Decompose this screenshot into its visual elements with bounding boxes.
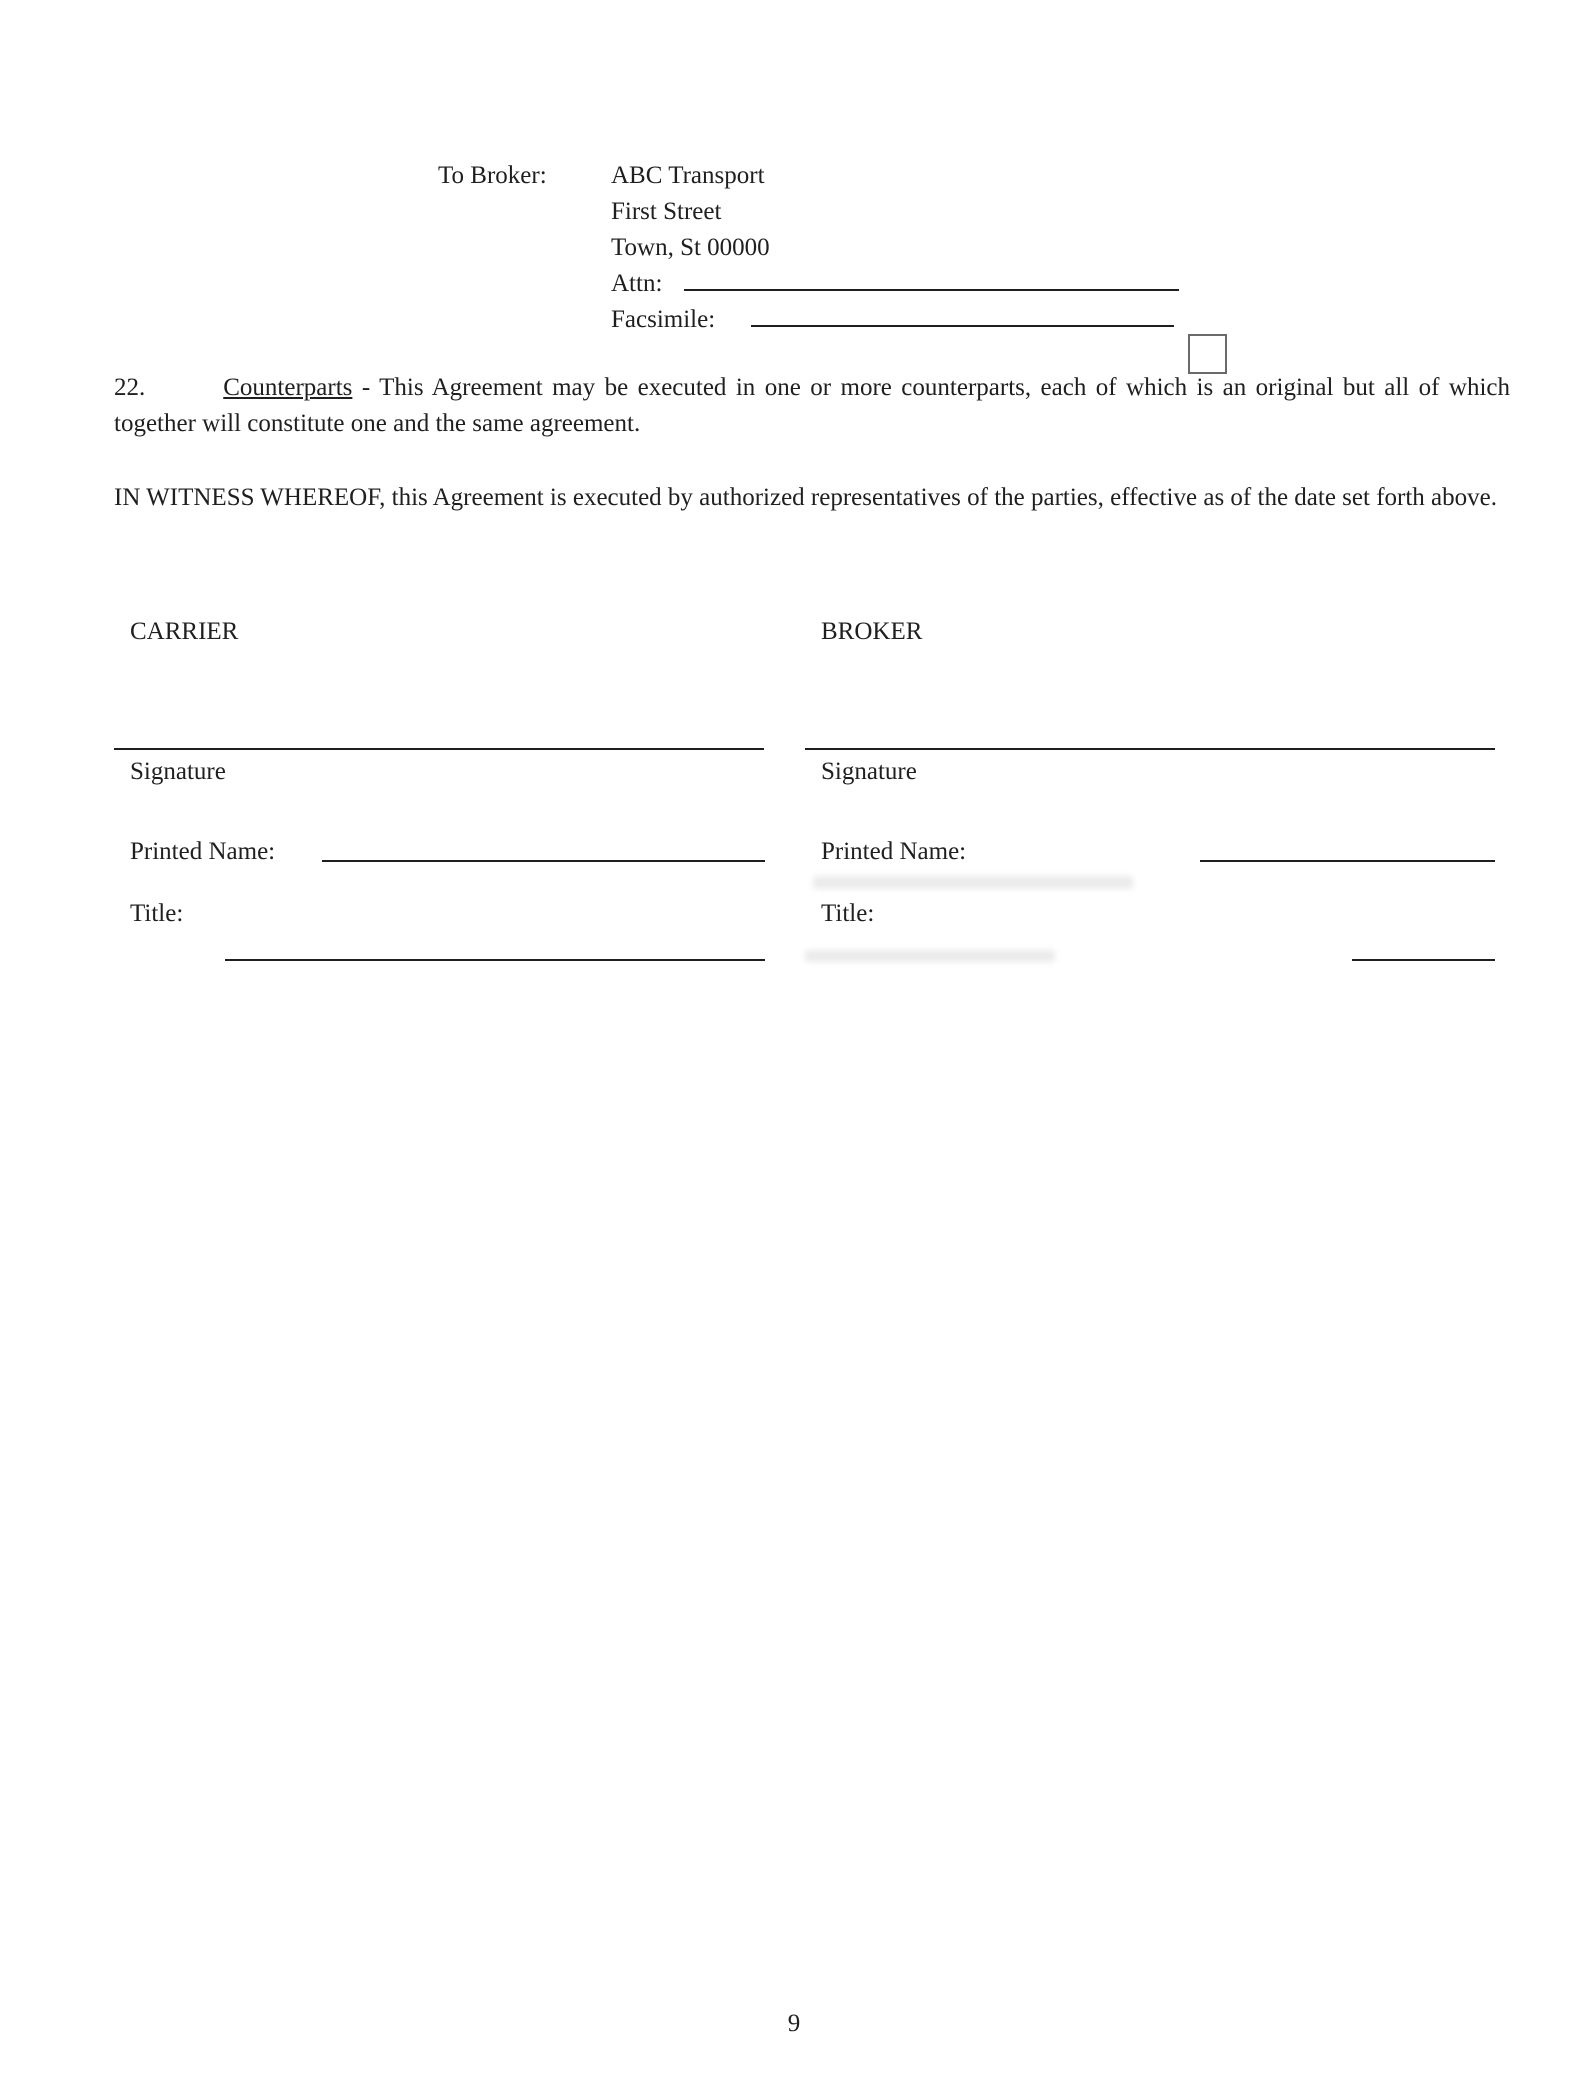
carrier-printed-name-label: Printed Name:: [130, 838, 276, 865]
attn-label: Attn:: [611, 270, 663, 297]
to-broker-label: To Broker:: [438, 162, 547, 189]
scan-artifact: [805, 950, 1055, 962]
section-body-text: - This Agreement may be executed in one or more counterparts, each of which is an original but all of which together will constitute one and the same agreement.: [114, 374, 1510, 437]
address-line: Town, St 00000: [611, 234, 770, 261]
carrier-signature-label: Signature: [130, 758, 226, 785]
carrier-signature-block: [114, 748, 764, 988]
broker-title-label: Title:: [821, 900, 875, 927]
carrier-printed-name-blank-line: [322, 860, 765, 862]
witness-paragraph: IN WITNESS WHEREOF, this Agreement is executed by authorized representatives of the parties, effective as of the date set forth above.: [114, 484, 1497, 511]
attn-blank-line: [684, 267, 1179, 291]
section-heading: Counterparts: [223, 374, 353, 401]
square-box-artifact: [1188, 334, 1227, 374]
section-22-paragraph: [114, 370, 1510, 442]
broker-printed-name-label: Printed Name:: [821, 838, 967, 865]
page-number: 9: [787, 2010, 801, 2037]
broker-printed-name-blank-line: [1200, 860, 1495, 862]
address-line: First Street: [611, 198, 722, 225]
broker-signature-line: [805, 748, 1495, 750]
facsimile-label: Facsimile:: [611, 306, 716, 333]
broker-address-block: [611, 158, 1179, 338]
address-line: ABC Transport: [611, 162, 765, 189]
facsimile-blank-line: [751, 303, 1174, 327]
carrier-title-label: Title:: [130, 900, 184, 927]
attn-row: [611, 266, 1179, 302]
carrier-signature-line: [114, 748, 764, 750]
section-number: 22.: [114, 374, 146, 401]
carrier-heading: CARRIER: [130, 618, 239, 645]
broker-heading: BROKER: [821, 618, 923, 645]
broker-signature-block: [805, 748, 1495, 988]
broker-signature-label: Signature: [821, 758, 917, 785]
broker-title-blank-line: [1352, 959, 1495, 961]
scan-artifact: [813, 876, 1133, 889]
carrier-title-blank-line: [225, 959, 765, 961]
facsimile-row: [611, 302, 1179, 338]
